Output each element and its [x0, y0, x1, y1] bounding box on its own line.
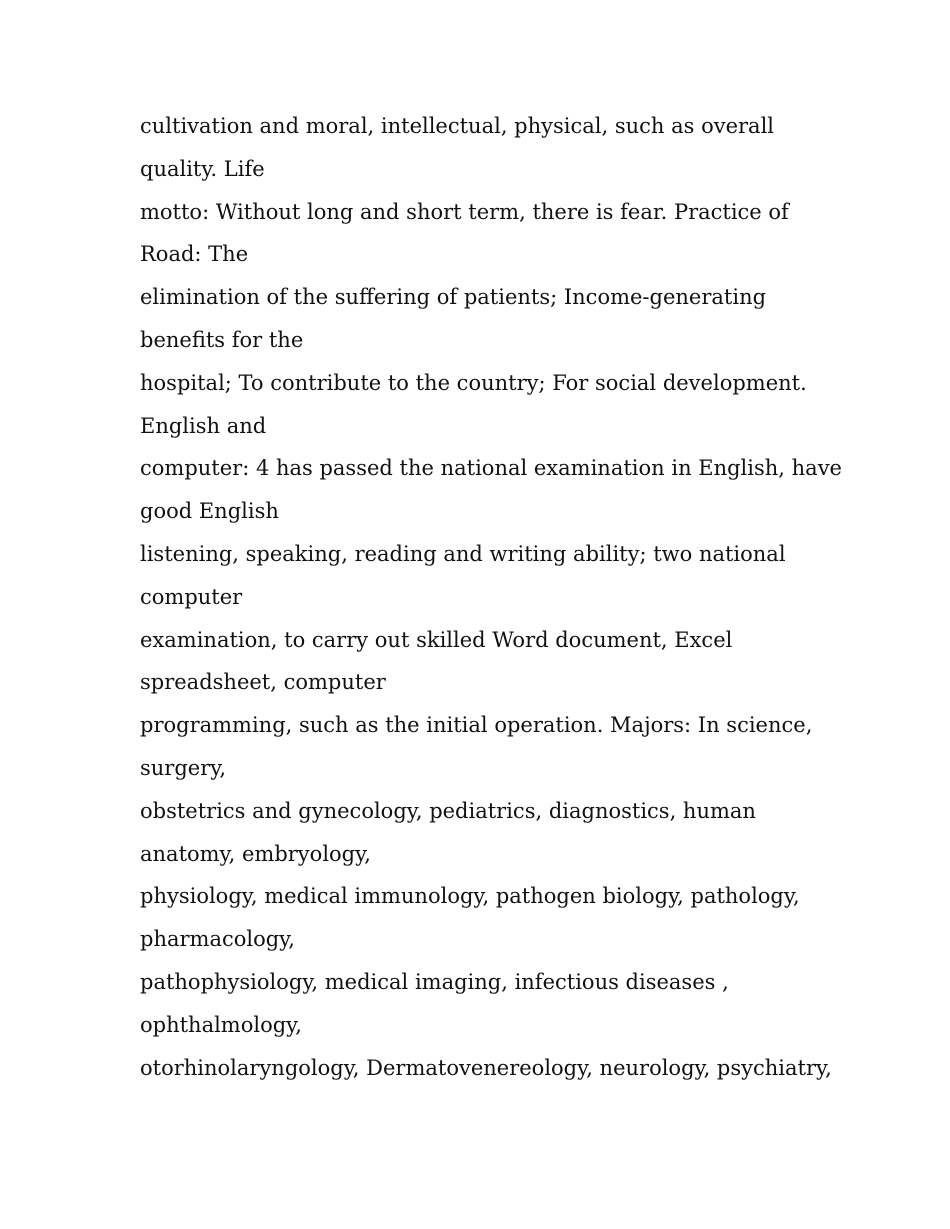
text-line: elimination of the suffering of patients; Income-generating — [140, 285, 767, 310]
text-line: pharmacology, — [140, 927, 295, 952]
text-line: computer — [140, 584, 243, 609]
text-line: physiology, medical immunology, pathogen biology, pathology, — [140, 884, 800, 909]
text-line: hospital; To contribute to the country; For social development. — [140, 370, 807, 395]
text-line: otorhinolaryngology, Dermatovenereology, neurology, psychiatry, — [140, 1055, 832, 1080]
text-line: motto: Without long and short term, there is fear. Practice of — [140, 199, 789, 224]
text-line: anatomy, embryology, — [140, 841, 371, 866]
text-line: cultivation and moral, intellectual, physical, such as overall — [140, 114, 774, 138]
text-line: listening, speaking, reading and writing ability; two national — [140, 541, 786, 566]
text-line: examination, to carry out skilled Word document, Excel — [140, 627, 733, 652]
text-line: computer: 4 has passed the national examination in English, have — [140, 456, 842, 481]
text-line: surgery, — [140, 755, 226, 780]
text-line: good English — [140, 499, 279, 524]
text-line: spreadsheet, computer — [140, 670, 386, 695]
text-line: English and — [140, 413, 267, 438]
text-line: pathophysiology, medical imaging, infectious diseases , — [140, 969, 729, 994]
text-line: benefits for the — [140, 327, 304, 352]
text-line: programming, such as the initial operation. Majors: In science, — [140, 713, 813, 738]
text-line: Road: The — [140, 242, 249, 267]
text-line: obstetrics and gynecology, pediatrics, diagnostics, human — [140, 798, 756, 823]
text-line: ophthalmology, — [140, 1012, 302, 1037]
text-line: quality. Life — [140, 156, 265, 181]
document-body — [140, 105, 842, 1089]
